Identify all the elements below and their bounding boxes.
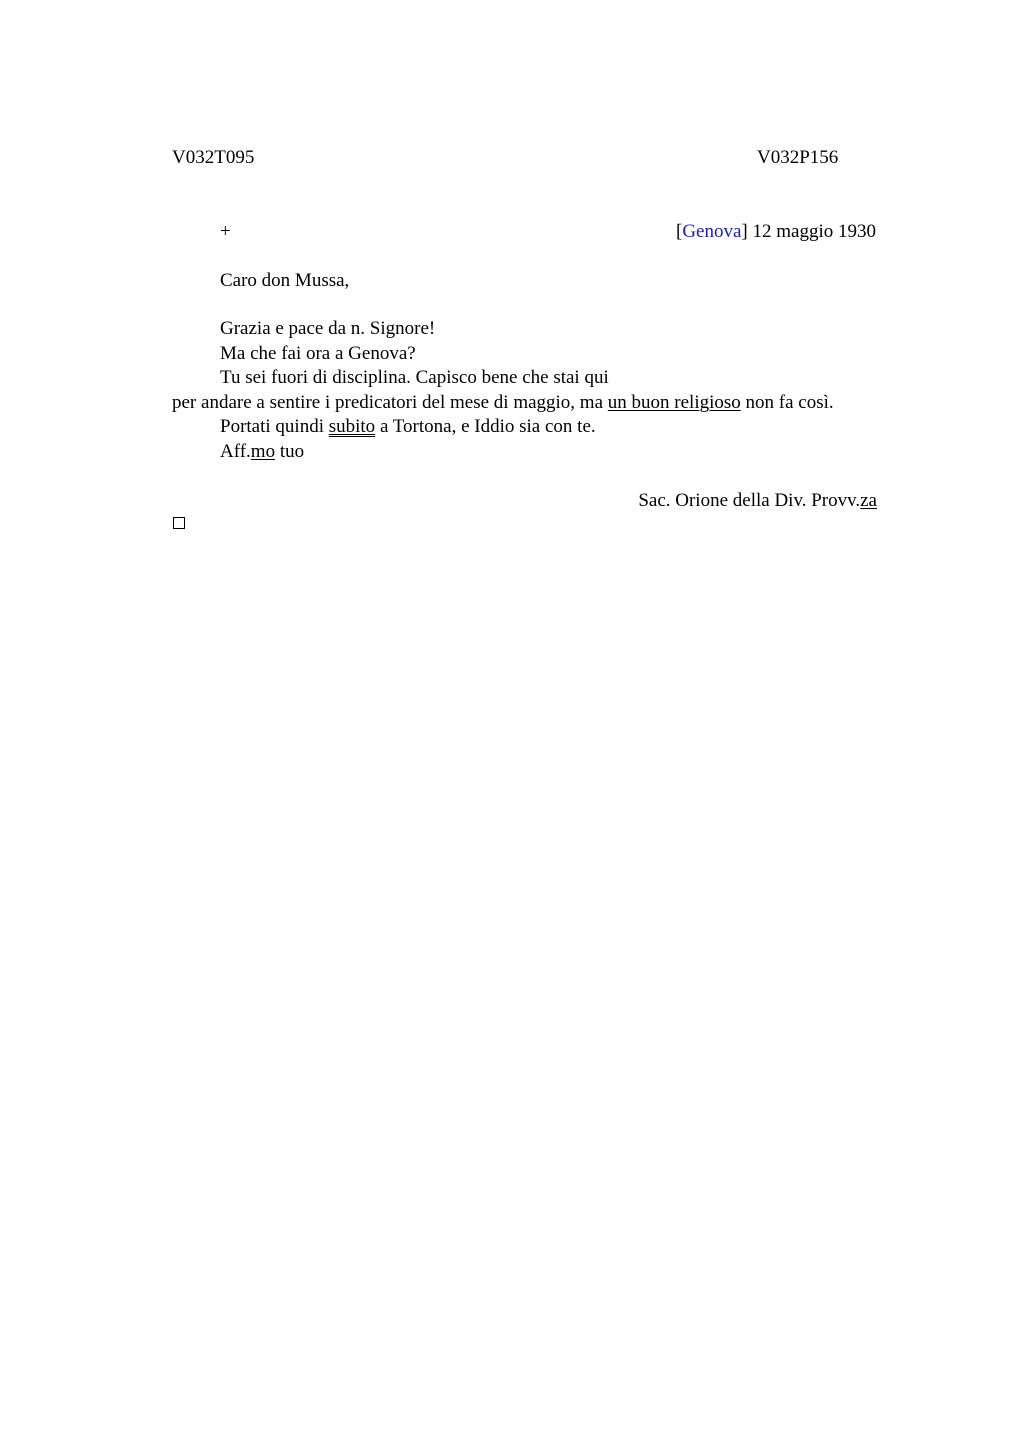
cross-symbol: + <box>220 221 231 242</box>
date-place: Genova <box>682 221 742 242</box>
closing-underlined: mo <box>250 441 276 462</box>
underlined-phrase: un buon religioso <box>607 392 741 413</box>
body-line-5-start: Portati quindi <box>220 416 329 437</box>
salutation: Caro don Mussa, <box>220 270 350 291</box>
body-line-3: Tu sei fuori di disciplina. Capisco bene che stai qui <box>220 367 609 388</box>
closing <box>220 440 304 464</box>
signature-text: Sac. Orione della Div. Provv. <box>638 490 861 511</box>
body-line-5-end: a Tortona, e Iddio sia con te. <box>375 416 596 437</box>
body-line-1: Grazia e pace da n. Signore! <box>220 318 436 339</box>
body-line-5 <box>220 415 596 439</box>
body-line-2: Ma che fai ora a Genova? <box>220 343 416 364</box>
closing-start: Aff. <box>220 441 251 462</box>
date-rest: ] 12 maggio 1930 <box>741 221 876 242</box>
signature <box>638 489 877 513</box>
signature-underlined: za <box>860 490 877 511</box>
end-marker-box-icon <box>173 517 185 529</box>
letter-date <box>676 220 876 244</box>
document-code-left: V032T095 <box>172 147 255 168</box>
date-bracket: [ <box>676 221 683 242</box>
closing-end: tuo <box>275 441 305 462</box>
body-line-4 <box>172 391 834 415</box>
body-line-4-start: per andare a sentire i predicatori del mese di maggio, ma <box>172 392 608 413</box>
body-line-4-end: non fa così. <box>740 392 834 413</box>
double-underlined-word: subito <box>328 416 376 437</box>
document-code-right: V032P156 <box>757 147 839 168</box>
